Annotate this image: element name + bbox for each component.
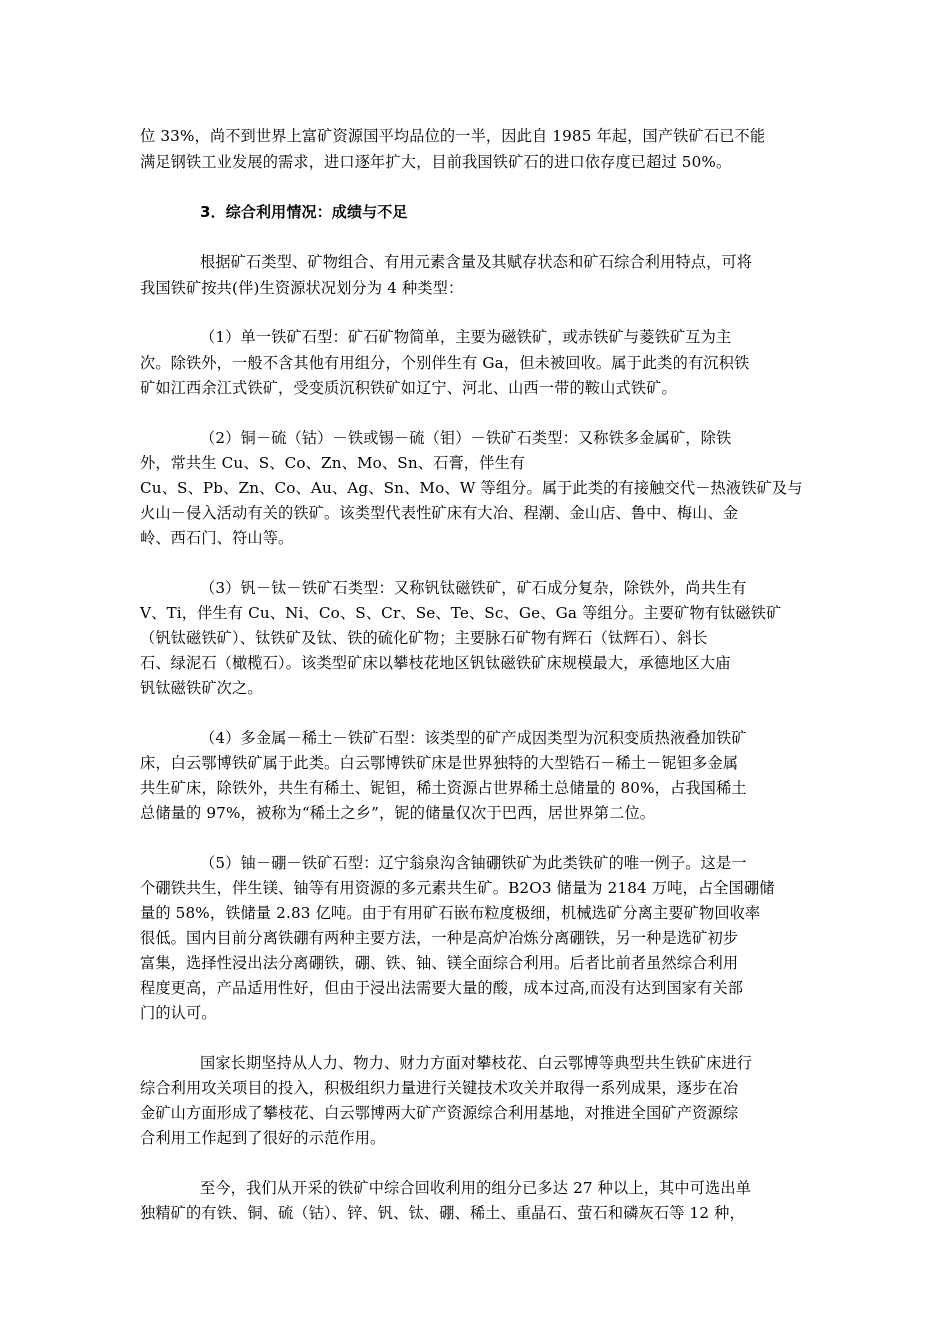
text-line: 合利用工作起到了很好的示范作用。 xyxy=(140,1129,386,1147)
text-line: 量的 58%，铁储量 2.83 亿吨。由于有用矿石嵌布粒度极细，机械选矿分离主要矿物回收率 xyxy=(140,904,761,922)
text-line: （5）铀－硼－铁矿石型：辽宁翁泉沟含铀硼铁矿为此类铁矿的唯一例子。这是一 xyxy=(200,854,747,872)
text-line: 岭、西石门、符山等。 xyxy=(140,529,294,547)
text-line: 个硼铁共生，伴生镁、铀等有用资源的多元素共生矿。B2O3 储量为 2184 万吨，占全国硼储 xyxy=(140,879,775,897)
text-line: 矿如江西余江式铁矿，受变质沉积铁矿如辽宁、河北、山西一带的鞍山式铁矿。 xyxy=(140,379,677,397)
text-line: 钒钛磁铁矿次之。 xyxy=(140,679,263,697)
text-line: 石、绿泥石（橄榄石）。该类型矿床以攀枝花地区钒钛磁铁矿床规模最大，承德地区大庙 xyxy=(140,654,731,672)
text-line: 我国铁矿按共(伴)生资源状况划分为 4 种类型： xyxy=(140,279,464,297)
text-line: 满足钢铁工业发展的需求，进口逐年扩大，目前我国铁矿石的进口依存度已超过 50%。 xyxy=(140,153,732,171)
text-line: V、Ti，伴生有 Cu、Ni、Co、S、Cr、Se、Te、Sc、Ge、Ga 等组分。主要矿物有钛磁铁矿 xyxy=(140,604,782,622)
text-line: 综合利用攻关项目的投入，积极组织力量进行关键技术攻关并取得一系列成果，逐步在冶 xyxy=(140,1079,739,1097)
text-line: （钒钛磁铁矿）、钛铁矿及钛、铁的硫化矿物；主要脉石矿物有辉石（钛辉石）、斜长 xyxy=(140,629,708,647)
text-line: 富集，选择性浸出法分离硼铁，硼、铁、铀、镁全面综合利用。后者比前者虽然综合利用 xyxy=(140,954,739,972)
text-line: Cu、S、Pb、Zn、Co、Au、Ag、Sn、Mo、W 等组分。属于此类的有接触交代－热液铁矿及与 xyxy=(140,479,803,497)
text-line: 外，常共生 Cu、S、Co、Zn、Mo、Sn、石膏，伴生有 xyxy=(140,454,526,472)
text-line: 门的认可。 xyxy=(140,1004,217,1022)
text-line: 共生矿床，除铁外，共生有稀土、铌钽，稀土资源占世界稀土总储量的 80%，占我国稀土 xyxy=(140,779,747,797)
text-line: 程度更高，产品适用性好，但由于浸出法需要大量的酸，成本过高,而没有达到国家有关部 xyxy=(140,979,744,997)
text-line: （1）单一铁矿石型：矿石矿物简单，主要为磁铁矿，或赤铁矿与菱铁矿互为主 xyxy=(200,328,732,346)
text-line: （3）钒－钛－铁矿石类型：又称钒钛磁铁矿，矿石成分复杂，除铁外，尚共生有 xyxy=(200,579,747,597)
text-line: 金矿山方面形成了攀枝花、白云鄂博两大矿产资源综合利用基地，对推进全国矿产资源综 xyxy=(140,1104,739,1122)
text-line: 至今，我们从开采的铁矿中综合回收利用的组分已多达 27 种以上，其中可选出单 xyxy=(200,1179,752,1197)
text-line: （2）铜－硫（钴）－铁或锡－硫（钼）－铁矿石类型：又称铁多金属矿，除铁 xyxy=(200,429,732,447)
text-line: 国家长期坚持从人力、物力、财力方面对攀枝花、白云鄂博等典型共生铁矿床进行 xyxy=(200,1054,753,1072)
text-line: 总储量的 97%，被称为“稀土之乡”，铌的储量仅次于巴西，居世界第二位。 xyxy=(140,804,656,822)
text-line: 位 33%，尚不到世界上富矿资源国平均品位的一半，因此自 1985 年起，国产铁矿石已不能 xyxy=(140,127,766,145)
text-line: 很低。国内目前分离铁硼有两种主要方法，一种是高炉冶炼分离硼铁，另一种是选矿初步 xyxy=(140,929,739,947)
text-line: 根据矿石类型、矿物组合、有用元素含量及其赋存状态和矿石综合利用特点，可将 xyxy=(200,253,753,271)
text-line: （4）多金属－稀土－铁矿石型：该类型的矿产成因类型为沉积变质热液叠加铁矿 xyxy=(200,729,747,747)
text-line: 火山－侵入活动有关的铁矿。该类型代表性矿床有大冶、程潮、金山店、鲁中、梅山、金 xyxy=(140,504,739,522)
text-line: 独精矿的有铁、铜、硫（钴）、锌、钒、钛、硼、稀土、重晶石、萤石和磷灰石等 12 种， xyxy=(140,1204,745,1222)
text-line: 次。除铁外，一般不含其他有用组分，个别伴生有 Ga，但未被回收。属于此类的有沉积铁 xyxy=(140,354,750,372)
section-heading: 3．综合利用情况：成绩与不足 xyxy=(200,203,408,221)
text-line: 床，白云鄂博铁矿属于此类。白云鄂博铁矿床是世界独特的大型锆石－稀土－铌钽多金属 xyxy=(140,754,739,772)
